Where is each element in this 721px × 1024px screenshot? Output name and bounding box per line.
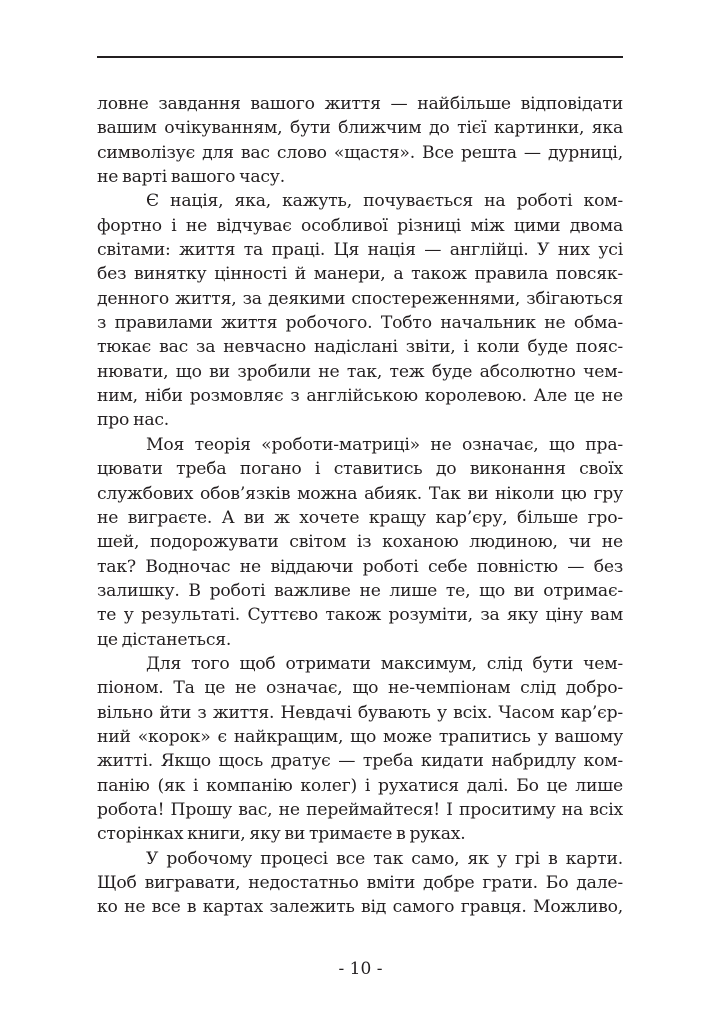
- text-line: Є нація, яка, кажуть, почувається на роботі ком-: [146, 191, 623, 212]
- text-line: панію (як і компанію колег) і рухатися далі. Бо це лише: [97, 775, 623, 796]
- text-line: не варті вашого часу.: [97, 167, 285, 188]
- text-line: це дістанеться.: [97, 629, 232, 650]
- text-line: з правилами життя робочого. Тобто начальник не обма-: [97, 313, 623, 334]
- text-line: службових обов’язків можна абияк. Так ви ніколи цю гру: [97, 483, 623, 504]
- text-line: вашим очікуванням, бути ближчим до тієї картинки, яка: [97, 118, 623, 139]
- text-line: світами: життя та праці. Ця нація — англійці. У них усі: [97, 240, 623, 261]
- body-text: [97, 92, 623, 920]
- text-line: вільно йти з життя. Невдачі бувають у всіх. Часом кар’єр-: [97, 702, 623, 723]
- text-line: те у результаті. Суттєво також розуміти, за яку ціну вам: [97, 605, 623, 626]
- text-line: без винятку цінності й манери, а також правила повсяк-: [97, 264, 623, 285]
- text-line: ним, ніби розмовляє з англійською королевою. Але це не: [97, 386, 623, 407]
- text-line: У робочому процесі все так само, як у грі в карти.: [146, 848, 623, 869]
- text-line: Моя теорія «роботи-матриці» не означає, що пра-: [146, 434, 623, 455]
- text-line: ко не все в картах залежить від самого гравця. Можливо,: [97, 897, 623, 918]
- text-line: піоном. Та це не означає, що не-чемпіонам слід добро-: [97, 678, 623, 699]
- text-line: фортно і не відчуває особливої різниці між цими двома: [97, 215, 623, 236]
- header-rule: [97, 56, 623, 58]
- page-number: - 10 -: [338, 959, 383, 979]
- text-line: цювати треба погано і ставитись до виконання своїх: [97, 459, 623, 480]
- text-line: ловне завдання вашого життя — найбільше відповідати: [97, 94, 623, 114]
- text-line: символізує для вас слово «щастя». Все решта — дурниці,: [97, 142, 623, 163]
- text-line: житті. Якщо щось дратує — треба кидати набридлу ком-: [97, 751, 623, 772]
- text-line: Для того щоб отримати максимум, слід бути чем-: [146, 653, 623, 674]
- text-line: нювати, що ви зробили не так, теж буде абсолютно чем-: [97, 361, 623, 382]
- text-line: не виграєте. А ви ж хочете кращу кар’єру, більше гро-: [97, 507, 623, 528]
- text-line: робота! Прошу вас, не переймайтеся! І проситиму на всіх: [97, 799, 623, 820]
- text-line: Щоб вигравати, недостатньо вміти добре грати. Бо дале-: [97, 873, 623, 893]
- text-line: так? Водночас не віддаючи роботі себе повністю — без: [97, 556, 623, 577]
- text-line: ний «корок» є найкращим, що може трапитись у вашому: [97, 726, 623, 747]
- text-line: тюкає вас за невчасно надіслані звіти, і коли буде пояс-: [97, 337, 623, 358]
- text-line: денного життя, за деякими спостереженнями, збігаються: [97, 288, 623, 309]
- text-line: сторінках книги, яку ви тримаєте в руках.: [97, 824, 466, 845]
- text-line: про нас.: [97, 410, 170, 431]
- text-line: шей, подорожувати світом із коханою людиною, чи не: [97, 532, 623, 553]
- text-line: залишку. В роботі важливе не лише те, що ви отримає-: [97, 580, 623, 601]
